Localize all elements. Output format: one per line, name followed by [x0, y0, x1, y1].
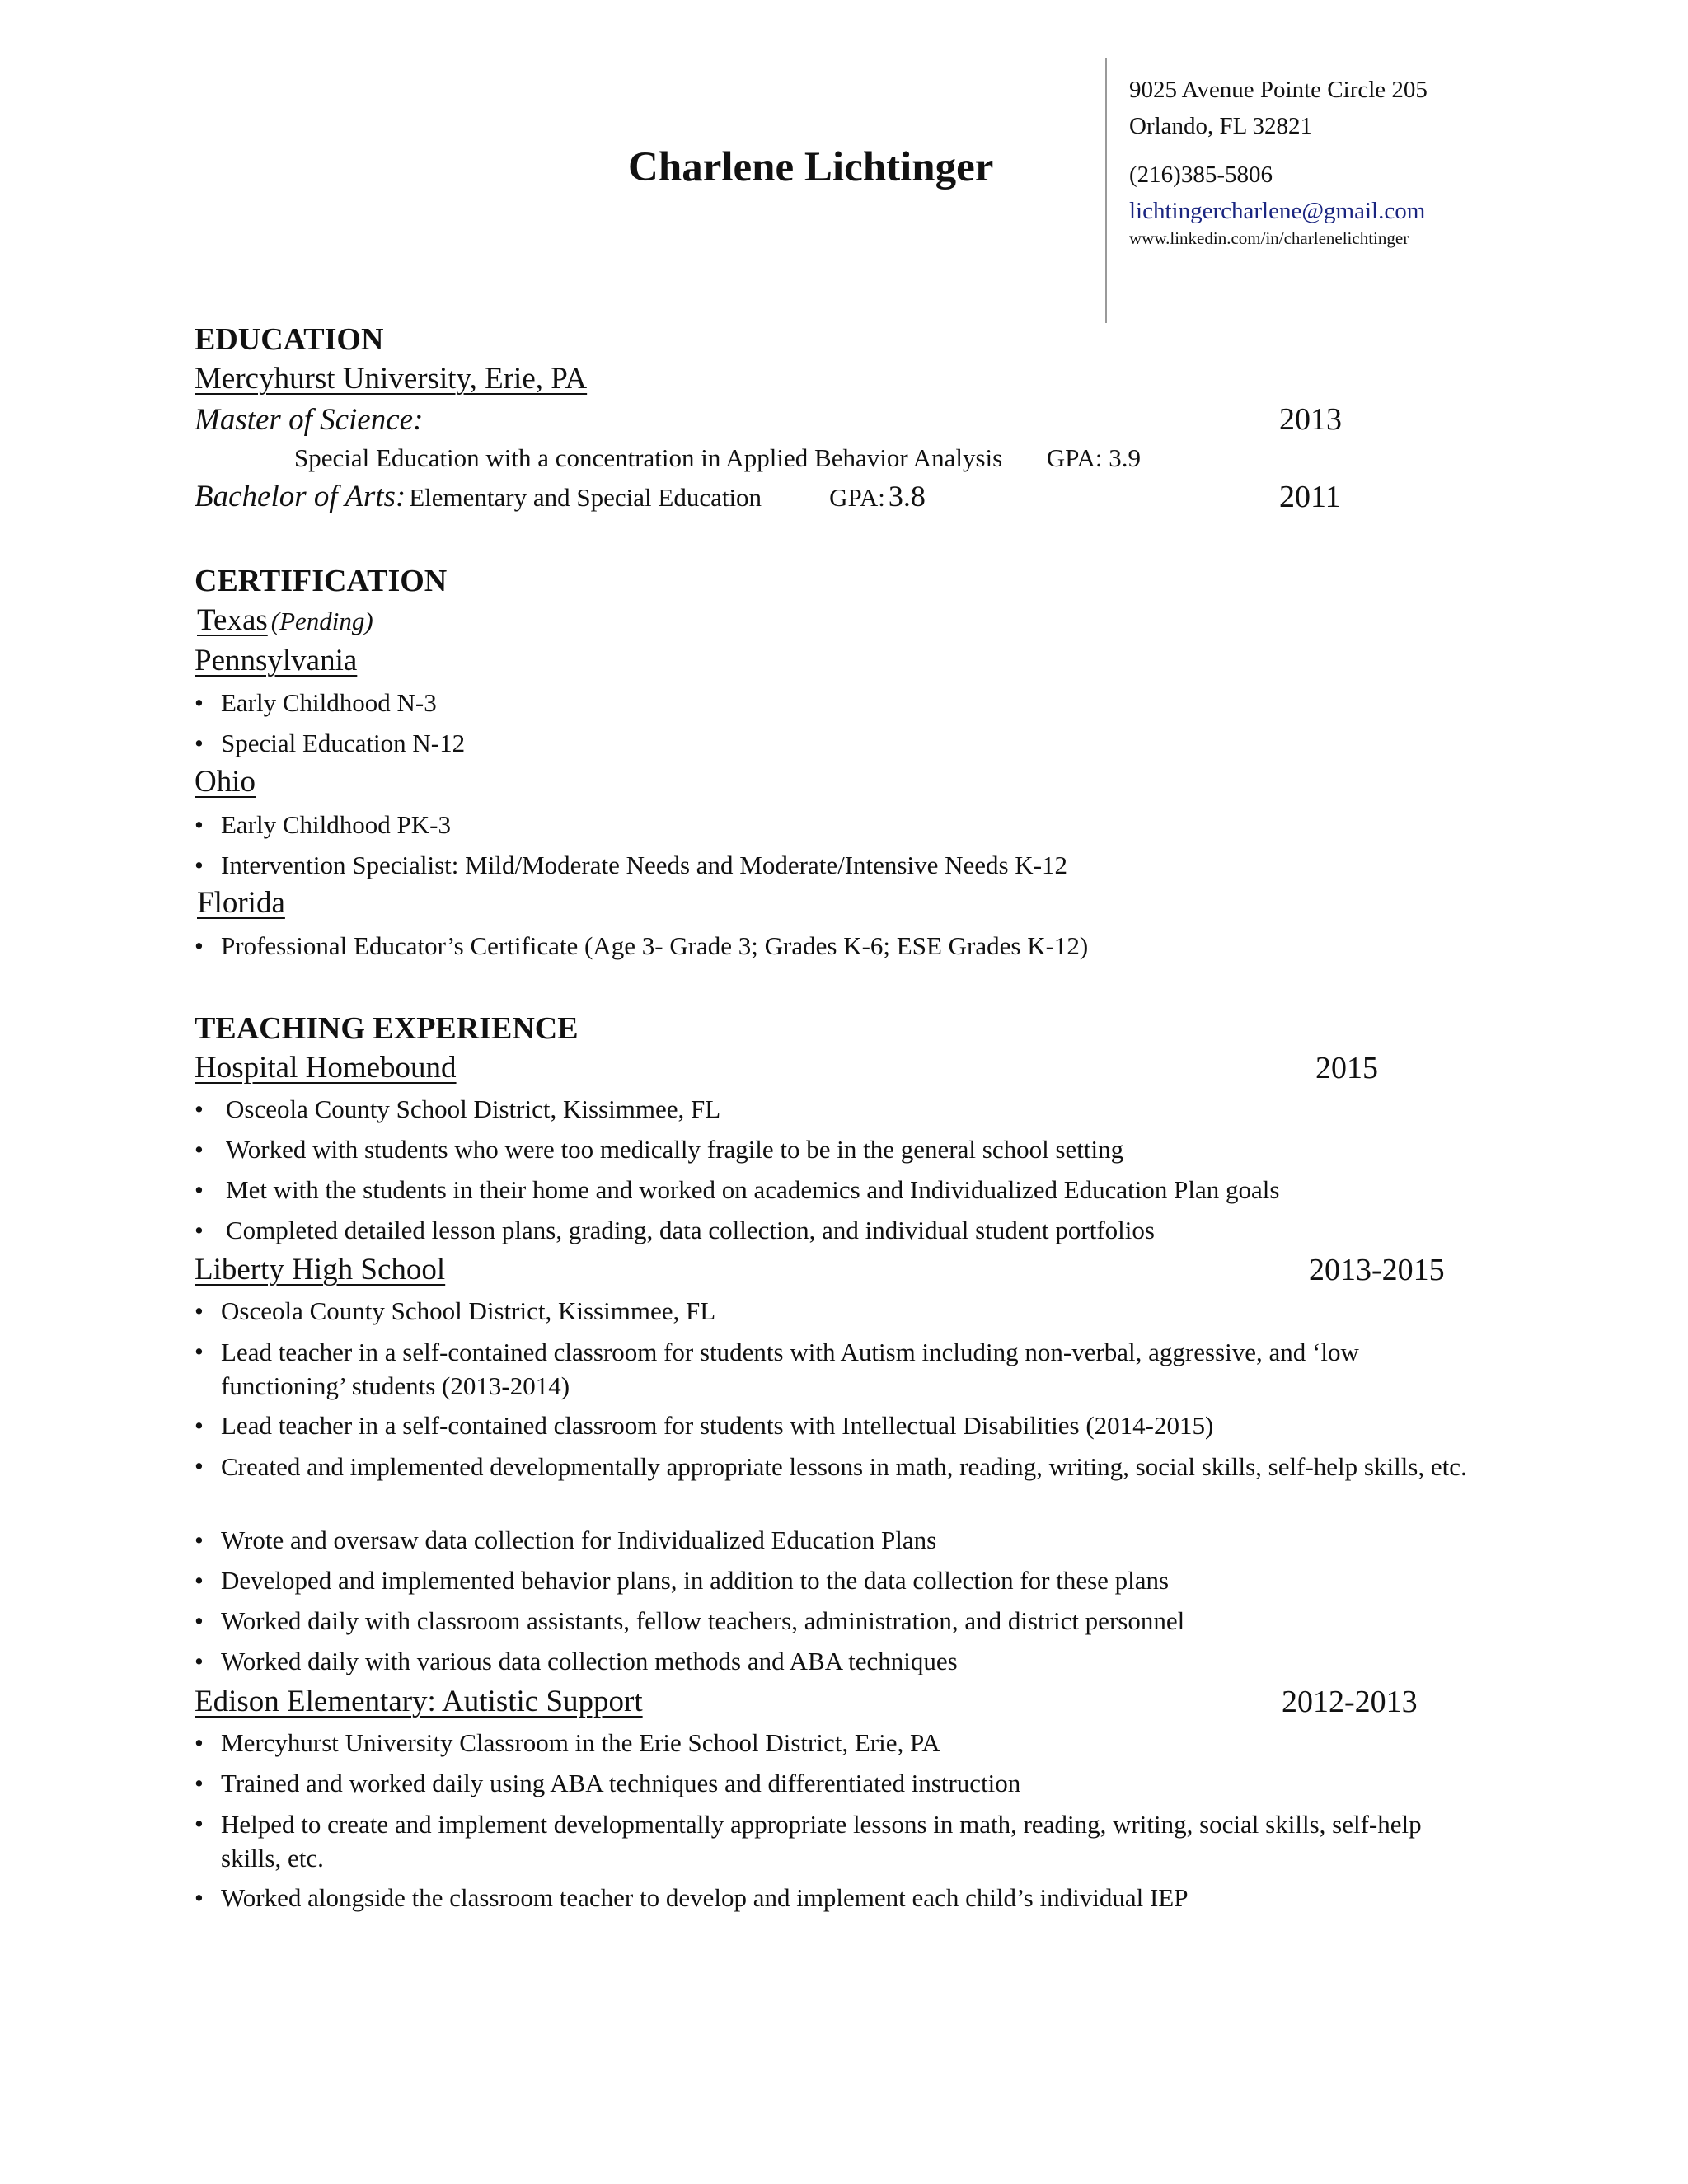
bachelors-degree: Bachelor of Arts: [195, 480, 406, 513]
list-item: • Helped to create and implement developmentally appropriate lessons in math, reading, writing, social skills, self-help skills, etc. [195, 1809, 1422, 1872]
job-title-edison-elementary: Edison Elementary: Autistic Support [195, 1685, 643, 1718]
cert-texas-note: (Pending) [270, 607, 373, 635]
list-item: • Osceola County School District, Kissimmee, FL [195, 1094, 721, 1123]
list-item: • Professional Educator’s Certificate (Age 3- Grade 3; Grades K-6; ESE Grades K-12) [195, 931, 1089, 960]
list-item: • Lead teacher in a self-contained classroom for students with Autism including non-verbal, aggressive, and ‘low functioning’ students (2013-2014) [195, 1337, 1359, 1400]
list-item: • Wrote and oversaw data collection for Individualized Education Plans [195, 1526, 937, 1554]
masters-detail-text: Special Education with a concentration in Applied Behavior Analysis [294, 443, 1003, 472]
email-link[interactable]: lichtingercharlene@gmail.com [1129, 198, 1426, 224]
list-item: • Osceola County School District, Kissimmee, FL [195, 1296, 716, 1325]
bachelors-line [195, 481, 926, 512]
bachelors-gpa-label: GPA: [829, 483, 885, 512]
address-line-2: Orlando, FL 32821 [1129, 113, 1313, 139]
list-item: • Lead teacher in a self-contained classroom for students with Intellectual Disabilities (2014-2015) [195, 1411, 1214, 1440]
list-item: • Worked alongside the classroom teacher to develop and implement each child’s individual IEP [195, 1883, 1189, 1912]
list-item: • Developed and implemented behavior plans, in addition to the data collection for these plans [195, 1566, 1170, 1595]
masters-gpa: 3.9 [1109, 443, 1141, 472]
list-item: • Trained and worked daily using ABA techniques and differentiated instruction [195, 1769, 1021, 1797]
masters-gpa-label: GPA: [1046, 443, 1103, 472]
resume-name: Charlene Lichtinger [628, 144, 994, 190]
list-item: • Worked daily with classroom assistants, fellow teachers, administration, and district personnel [195, 1606, 1185, 1635]
experience-heading: TEACHING EXPERIENCE [195, 1011, 579, 1046]
cert-pennsylvania: Pennsylvania [195, 644, 358, 677]
masters-degree: Master of Science: [195, 403, 424, 437]
list-item: • Early Childhood N-3 [195, 688, 437, 717]
list-item: • Special Education N-12 [195, 729, 466, 757]
job-years: 2013-2015 [1309, 1253, 1445, 1287]
bachelors-detail: Elementary and Special Education [409, 483, 762, 512]
education-school: Mercyhurst University, Erie, PA [195, 362, 588, 396]
list-item: • Worked with students who were too medically fragile to be in the general school setting [195, 1135, 1124, 1164]
header-divider [1105, 58, 1107, 323]
job-title-liberty-high-school: Liberty High School [195, 1253, 446, 1286]
list-item: • Intervention Specialist: Mild/Moderate Needs and Moderate/Intensive Needs K-12 [195, 851, 1068, 879]
address-line-1: 9025 Avenue Pointe Circle 205 [1129, 77, 1428, 103]
education-heading: EDUCATION [195, 322, 384, 357]
job-title-hospital-homebound: Hospital Homebound [195, 1051, 457, 1085]
cert-florida: Florida [197, 886, 285, 920]
bachelors-year: 2011 [1279, 480, 1341, 514]
cert-texas [197, 605, 373, 635]
masters-year: 2013 [1279, 402, 1342, 437]
certification-heading: CERTIFICATION [195, 564, 448, 598]
cert-texas-state: Texas [197, 603, 268, 637]
job-years: 2015 [1315, 1051, 1378, 1085]
linkedin-link[interactable]: www.linkedin.com/in/charlenelichtinger [1129, 228, 1409, 248]
list-item: • Created and implemented developmentally appropriate lessons in math, reading, writing, social skills, self-help skills, etc. [195, 1451, 1467, 1481]
list-item: • Met with the students in their home and worked on academics and Individualized Education Plan goals [195, 1175, 1280, 1204]
cert-ohio: Ohio [195, 765, 256, 799]
list-item: • Worked daily with various data collection methods and ABA techniques [195, 1647, 958, 1675]
masters-detail [294, 445, 1141, 471]
phone-number: (216)385-5806 [1129, 162, 1273, 188]
list-item: • Early Childhood PK-3 [195, 810, 451, 839]
list-item: • Mercyhurst University Classroom in the Erie School District, Erie, PA [195, 1728, 940, 1757]
job-years: 2012-2013 [1282, 1685, 1418, 1719]
list-item: • Completed detailed lesson plans, grading, data collection, and individual student portfolios [195, 1216, 1155, 1244]
bachelors-gpa: 3.8 [888, 480, 926, 513]
